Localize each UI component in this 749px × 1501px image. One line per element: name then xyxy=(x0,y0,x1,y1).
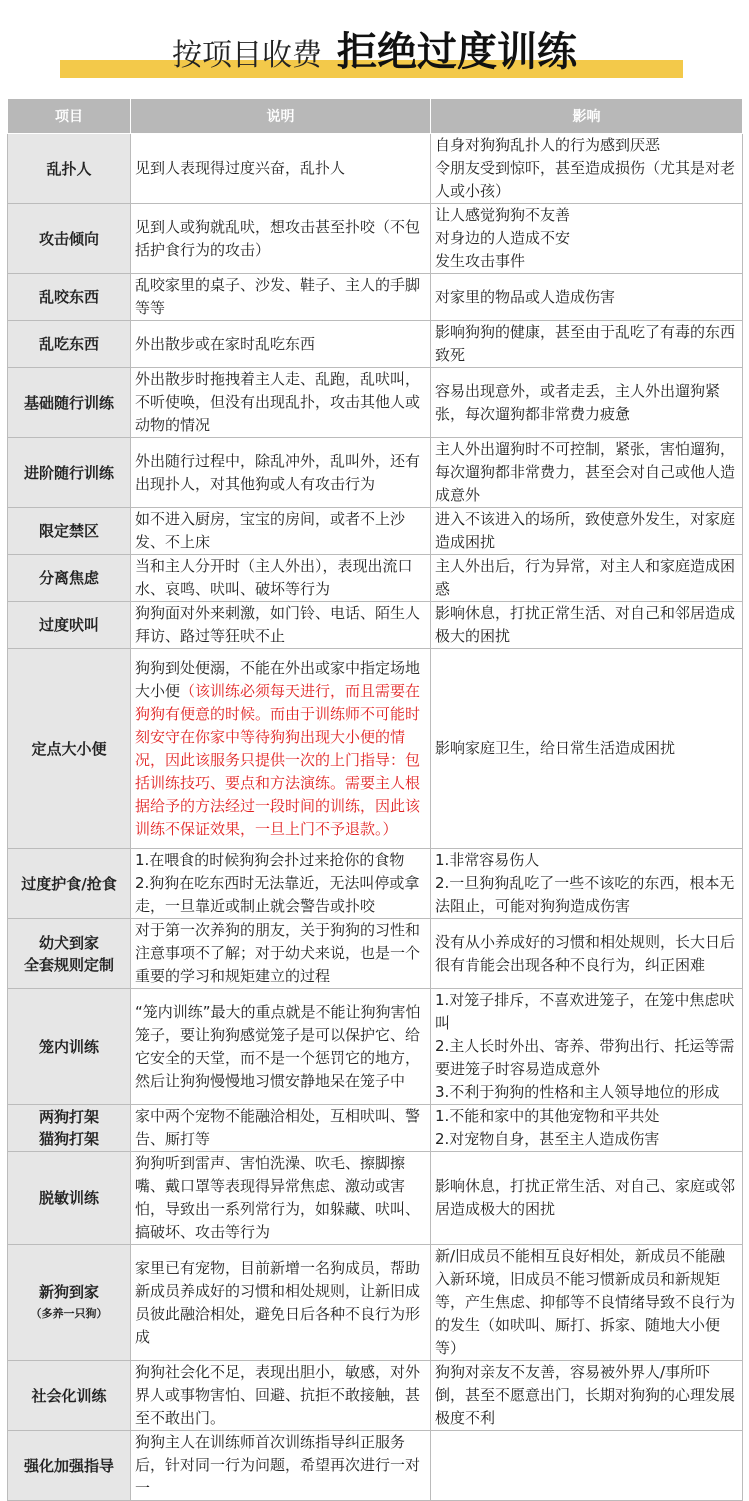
table-row xyxy=(8,134,743,204)
item-desc-cell xyxy=(131,134,431,204)
item-name: 攻击倾向 xyxy=(38,229,99,248)
table-row xyxy=(8,508,743,555)
item-effect: 主人外出遛狗时不可控制，紧张，害怕遛狗，每次遛狗都非常费力，甚至会对自己或他人造成意外 xyxy=(435,440,736,504)
item-effect: 对身边的人造成不安 xyxy=(435,229,571,247)
table-row xyxy=(8,1105,743,1152)
table-row xyxy=(8,321,743,368)
item-effect: 自身对狗狗乱扑人的行为感到厌恶 xyxy=(435,136,661,154)
item-effect: 1.对笼子排斥，不喜欢进笼子，在笼中焦虑吠叫 xyxy=(435,991,735,1032)
item-name-cell xyxy=(8,134,131,204)
item-desc: 狗狗社会化不足，表现出胆小，敏感，对外界人或事物害怕、回避、抗拒不敢接触，甚至不敢出门。 xyxy=(135,1363,421,1427)
item-name-cell xyxy=(8,1105,131,1152)
item-effect: 没有从小养成好的习惯和相处规则，长大日后很有肯能会出现各种不良行为，纠正困难 xyxy=(435,932,736,974)
item-desc-cell xyxy=(131,1245,431,1361)
item-effect: 进入不该进入的场所，致使意外发生，对家庭造成困扰 xyxy=(435,510,736,551)
item-desc: 如不进入厨房，宝宝的房间，或者不上沙发、不上床 xyxy=(135,510,406,551)
item-desc-cell xyxy=(131,1152,431,1245)
table-row xyxy=(8,204,743,274)
item-effect: 影响家庭卫生，给日常生活造成困扰 xyxy=(435,739,676,757)
item-effect: 发生攻击事件 xyxy=(435,252,526,270)
item-name-cell xyxy=(8,849,131,919)
item-name-cell xyxy=(8,989,131,1105)
item-effect-cell xyxy=(431,649,743,849)
item-name-cell xyxy=(8,508,131,555)
item-desc: 对于第一次养狗的朋友，关于狗狗的习性和注意事项不了解；对于幼犬来说，也是一个重要的学习和规矩建立的过程 xyxy=(135,921,421,985)
item-name-cell xyxy=(8,1361,131,1431)
item-effect-cell xyxy=(431,1361,743,1431)
item-name-cell xyxy=(8,321,131,368)
item-name: 新狗到家 xyxy=(38,1282,99,1301)
item-name-cell xyxy=(8,1152,131,1245)
item-desc: 狗狗到处便溺，不能在外出或家中指定场地大小便 xyxy=(135,658,421,700)
item-name: 过度吠叫 xyxy=(38,616,99,634)
item-desc-cell xyxy=(131,368,431,438)
item-effect: 2.一旦狗狗乱吃了一些不该吃的东西，根本无法阻止，可能对狗狗造成伤害 xyxy=(435,874,735,915)
item-effect: 1.不能和家中的其他宠物和平共处 xyxy=(435,1107,660,1125)
table-row xyxy=(8,438,743,508)
item-effect: 影响狗狗的健康，甚至由于乱吃了有毒的东西致死 xyxy=(435,323,736,364)
item-effect-cell xyxy=(431,368,743,438)
item-effect-cell xyxy=(431,989,743,1105)
item-effect-cell xyxy=(431,134,743,204)
item-name: 笼内训练 xyxy=(38,1037,99,1056)
header-effect: 影响 xyxy=(431,99,743,134)
item-effect-cell xyxy=(431,508,743,555)
header-item: 项目 xyxy=(8,99,131,134)
page-title xyxy=(0,20,749,77)
item-effect: 狗狗对亲友不友善，容易被外界人/事所吓倒，甚至不愿意出门，长期对狗狗的心理发展极度不利 xyxy=(435,1363,736,1427)
table-row xyxy=(8,1152,743,1245)
item-desc-cell xyxy=(131,849,431,919)
item-name: 猫狗打架 xyxy=(38,1130,99,1148)
item-name-cell xyxy=(8,602,131,649)
item-desc-note: （该训练必须每天进行，而且需要在狗狗有便意的时候。而由于训练师不可能时刻安守在你家中等待狗狗出现大小便的情况，因此该服务只提供一次的上门指导：包括训练技巧、要点和方法演练。需要主人根据给予的方法经过一段时间的训练，因此该训练不保证效果，一旦上门不予退款。） xyxy=(135,681,421,838)
item-effect: 让人感觉狗狗不友善 xyxy=(435,206,571,224)
table-row xyxy=(8,989,743,1105)
item-effect-cell xyxy=(431,274,743,321)
item-desc-cell xyxy=(131,438,431,508)
item-desc: 当和主人分开时（主人外出），表现出流口水、哀鸣、吠叫、破坏等行为 xyxy=(135,557,413,598)
item-desc: 外出随行过程中，除乱冲外，乱叫外，还有出现扑人，对其他狗或人有攻击行为 xyxy=(135,451,421,493)
table-row xyxy=(8,1361,743,1431)
item-desc: 1.在喂食的时候狗狗会扑过来抢你的食物 xyxy=(135,851,405,869)
title-area xyxy=(0,0,749,98)
table-row xyxy=(8,274,743,321)
item-desc-cell xyxy=(131,1361,431,1431)
item-effect: 令朋友受到惊吓，甚至造成损伤（尤其是对老人或小孩） xyxy=(435,159,736,200)
item-desc: 乱咬家里的桌子、沙发、鞋子、主人的手脚等等 xyxy=(135,276,421,317)
item-name-cell xyxy=(8,438,131,508)
item-effect-cell xyxy=(431,1105,743,1152)
item-name: 强化加强指导 xyxy=(23,1456,114,1475)
item-desc-cell xyxy=(131,321,431,368)
item-desc-cell xyxy=(131,649,431,849)
item-effect-cell xyxy=(431,438,743,508)
item-name: 脱敏训练 xyxy=(38,1189,99,1207)
item-desc-cell xyxy=(131,1105,431,1152)
item-desc: 家里已有宠物，目前新增一名狗成员，帮助新成员养成好的习惯和相处规则，让新旧成员彼此融洽相处，避免日后各种不良行为形成 xyxy=(135,1258,421,1346)
table-header-row xyxy=(8,99,743,134)
item-desc: 狗狗听到雷声、害怕洗澡、吹毛、擦脚擦嘴、戴口罩等表现得异常焦虑、激动或害怕，导致出一系列常行为，如躲藏、吠叫、搞破坏、攻击等行为 xyxy=(135,1154,421,1241)
item-desc: 家中两个宠物不能融洽相处，互相吠叫、警告、厮打等 xyxy=(135,1107,421,1148)
item-effect-cell xyxy=(431,919,743,989)
item-effect-cell xyxy=(431,321,743,368)
header-desc: 说明 xyxy=(131,99,431,134)
item-name: 进阶随行训练 xyxy=(23,463,114,482)
item-effect: 2.对宠物自身，甚至主人造成伤害 xyxy=(435,1130,660,1148)
item-desc-cell xyxy=(131,919,431,989)
item-effect-cell xyxy=(431,555,743,602)
item-effect: 对家里的物品或人造成伤害 xyxy=(435,287,616,306)
item-desc-cell xyxy=(131,555,431,602)
table-row xyxy=(8,849,743,919)
item-desc: 2.狗狗在吃东西时无法靠近，无法叫停或拿走，一旦靠近或制止就会警告或扑咬 xyxy=(135,874,420,915)
item-effect-cell xyxy=(431,1152,743,1245)
item-desc-cell xyxy=(131,274,431,321)
item-desc: 狗狗面对外来刺激，如门铃、电话、陌生人拜访、路过等狂吠不止 xyxy=(135,604,421,645)
item-effect: 新/旧成员不能相互良好相处，新成员不能融入新环境，旧成员不能习惯新成员和新规矩等，产生焦虑、抑郁等不良情绪导致不良行为的发生（如吠叫、厮打、拆家、随地大小便等） xyxy=(435,1247,736,1357)
item-name: 限定禁区 xyxy=(38,522,99,540)
item-effect: 3.不利于狗狗的性格和主人领导地位的形成 xyxy=(435,1083,720,1101)
item-name: 社会化训练 xyxy=(31,1386,107,1405)
title-part1: 按项目收费 xyxy=(171,38,322,73)
title-part2: 拒绝过度训练 xyxy=(337,29,578,75)
item-effect: 影响休息，打扰正常生活、对自己和邻居造成极大的困扰 xyxy=(435,604,736,645)
item-desc: 见到人表现得过度兴奋，乱扑人 xyxy=(135,159,346,177)
table-row xyxy=(8,602,743,649)
item-desc: 外出散步或在家时乱吃东西 xyxy=(135,334,316,353)
item-effect-cell xyxy=(431,1245,743,1361)
item-name: 乱扑人 xyxy=(46,159,92,178)
item-effect: 1.非常容易伤人 xyxy=(435,851,540,869)
item-name: 过度护食/抢食 xyxy=(21,874,117,893)
table-row xyxy=(8,368,743,438)
item-name-cell xyxy=(8,919,131,989)
item-name-cell xyxy=(8,555,131,602)
table-row xyxy=(8,649,743,849)
table-row xyxy=(8,919,743,989)
item-name-sub: （多养一只狗） xyxy=(30,1306,108,1320)
item-effect: 主人外出后，行为异常，对主人和家庭造成困惑 xyxy=(435,557,736,598)
pricing-table xyxy=(7,98,743,1501)
item-name-cell xyxy=(8,274,131,321)
item-name: 定点大小便 xyxy=(31,739,107,758)
item-desc-cell xyxy=(131,989,431,1105)
item-effect: 影响休息，打扰正常生活、对自己、家庭或邻居造成极大的困扰 xyxy=(435,1177,736,1218)
table-row xyxy=(8,555,743,602)
item-name: 分离焦虑 xyxy=(38,569,99,587)
item-name: 基础随行训练 xyxy=(23,393,114,412)
item-name: 乱吃东西 xyxy=(38,335,99,353)
item-effect-cell xyxy=(431,204,743,274)
item-name-cell xyxy=(8,368,131,438)
item-name: 幼犬到家 xyxy=(38,933,99,952)
item-desc: “笼内训练”最大的重点就是不能让狗狗害怕笼子，要让狗狗感觉笼子是可以保护它、给它安全的天堂，而不是一个惩罚它的地方，然后让狗狗慢慢地习惯安静地呆在笼子中 xyxy=(135,1002,421,1090)
item-effect: 容易出现意外，或者走丢，主人外出遛狗紧张，每次遛狗都非常费力疲惫 xyxy=(435,381,721,423)
item-name: 两狗打架 xyxy=(38,1108,99,1126)
item-desc-cell xyxy=(131,508,431,555)
item-effect-cell xyxy=(431,849,743,919)
item-name-cell xyxy=(8,649,131,849)
item-effect-cell xyxy=(431,602,743,649)
item-name: 全套规则定制 xyxy=(23,955,114,974)
item-desc: 狗狗主人在训练师首次训练指导纠正服务后，针对同一行为问题，希望再次进行一对一 xyxy=(135,1433,421,1497)
table-row xyxy=(8,1245,743,1361)
item-name-cell xyxy=(8,204,131,274)
item-desc: 外出散步时拖拽着主人走、乱跑，乱吠叫，不听使唤，但没有出现乱扑，攻击其他人或动物的情况 xyxy=(135,370,421,434)
item-desc-cell xyxy=(131,602,431,649)
item-name-cell xyxy=(8,1245,131,1361)
item-effect: 2.主人长时外出、寄养、带狗出行、托运等需要进笼子时容易造成意外 xyxy=(435,1037,735,1078)
item-desc-cell xyxy=(131,204,431,274)
item-name: 乱咬东西 xyxy=(38,288,99,306)
item-desc: 见到人或狗就乱吠，想攻击甚至扑咬（不包括护食行为的攻击） xyxy=(135,217,421,259)
